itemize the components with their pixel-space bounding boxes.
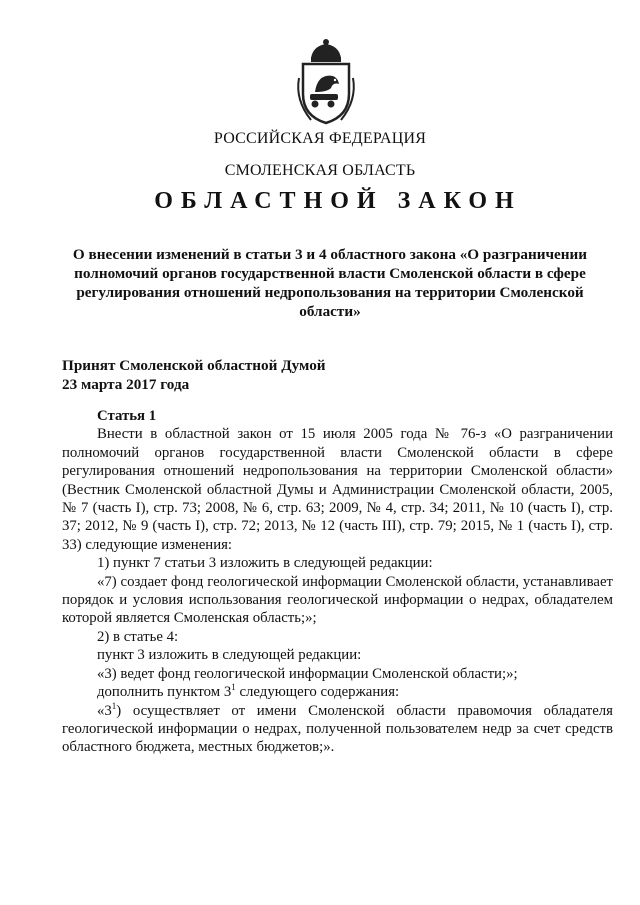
coat-of-arms-icon xyxy=(293,38,359,126)
adoption-body: Принят Смоленской областной Думой xyxy=(62,357,326,374)
country-name: РОССИЙСКАЯ ФЕДЕРАЦИЯ xyxy=(213,130,427,147)
paragraph-text: дополнить пунктом 3 xyxy=(97,684,232,701)
paragraph: пункт 3 изложить в следующей редакции: xyxy=(97,647,362,664)
paragraph-text: ) осуществляет от имени Смоленской области правомочия обладателя геологической информации о недрах, полученной пользователем недр за счет средств областного бюджета, местных бюджетов;». xyxy=(62,702,613,756)
paragraph: Внести в областной закон от 15 июля 2005 года № 76-з «О разграничении полномочий органов государственной власти Смоленской области в сфере регулирования отношений недропользования на территории Смоленской области» (Вестник Смоленской областной Думы и Администрации Смоленской области, 2005, № 7 (часть I), стр. 73; 2008, № 6, стр. 63; 2009, № 4, стр. 34; 2011, № 10 (часть I), стр. 37; 2012, № 9 (часть I), стр. 72; 2013, № 12 (часть III), стр. 79; 2015, № 1 (часть I), стр. 33) следующие изменения: xyxy=(62,426,613,553)
paragraph-text: следующего содержания: xyxy=(235,684,400,701)
law-body xyxy=(62,407,613,757)
paragraph: 2) в статье 4: xyxy=(97,628,179,645)
paragraph xyxy=(62,702,613,757)
document-type: ОБЛАСТНОЙ ЗАКОН xyxy=(154,188,522,214)
law-title: О внесении изменений в статьи 3 и 4 областного закона «О разграничении полномочий органов государственной власти Смоленской области в сфере регулирования отношений недропользования на территории Смоленской области» xyxy=(72,246,588,320)
paragraph-text: «3 xyxy=(97,702,112,719)
paragraph: 1) пункт 7 статьи 3 изложить в следующей редакции: xyxy=(97,555,433,572)
paragraph: «7) создает фонд геологической информации Смоленской области, устанавливает порядок и условия использования геологической информации о недрах, обладателем которой является Смоленская область;»; xyxy=(62,573,613,627)
superscript: 1 xyxy=(231,682,236,693)
paragraph xyxy=(62,683,613,701)
adoption-info xyxy=(62,356,326,394)
paragraph: «3) ведет фонд геологической информации Смоленской области;»; xyxy=(97,665,518,682)
article-heading: Статья 1 xyxy=(97,408,157,424)
superscript: 1 xyxy=(111,700,117,711)
adoption-date: 23 марта 2017 года xyxy=(62,376,190,393)
region-name: СМОЛЕНСКАЯ ОБЛАСТЬ xyxy=(224,162,416,179)
